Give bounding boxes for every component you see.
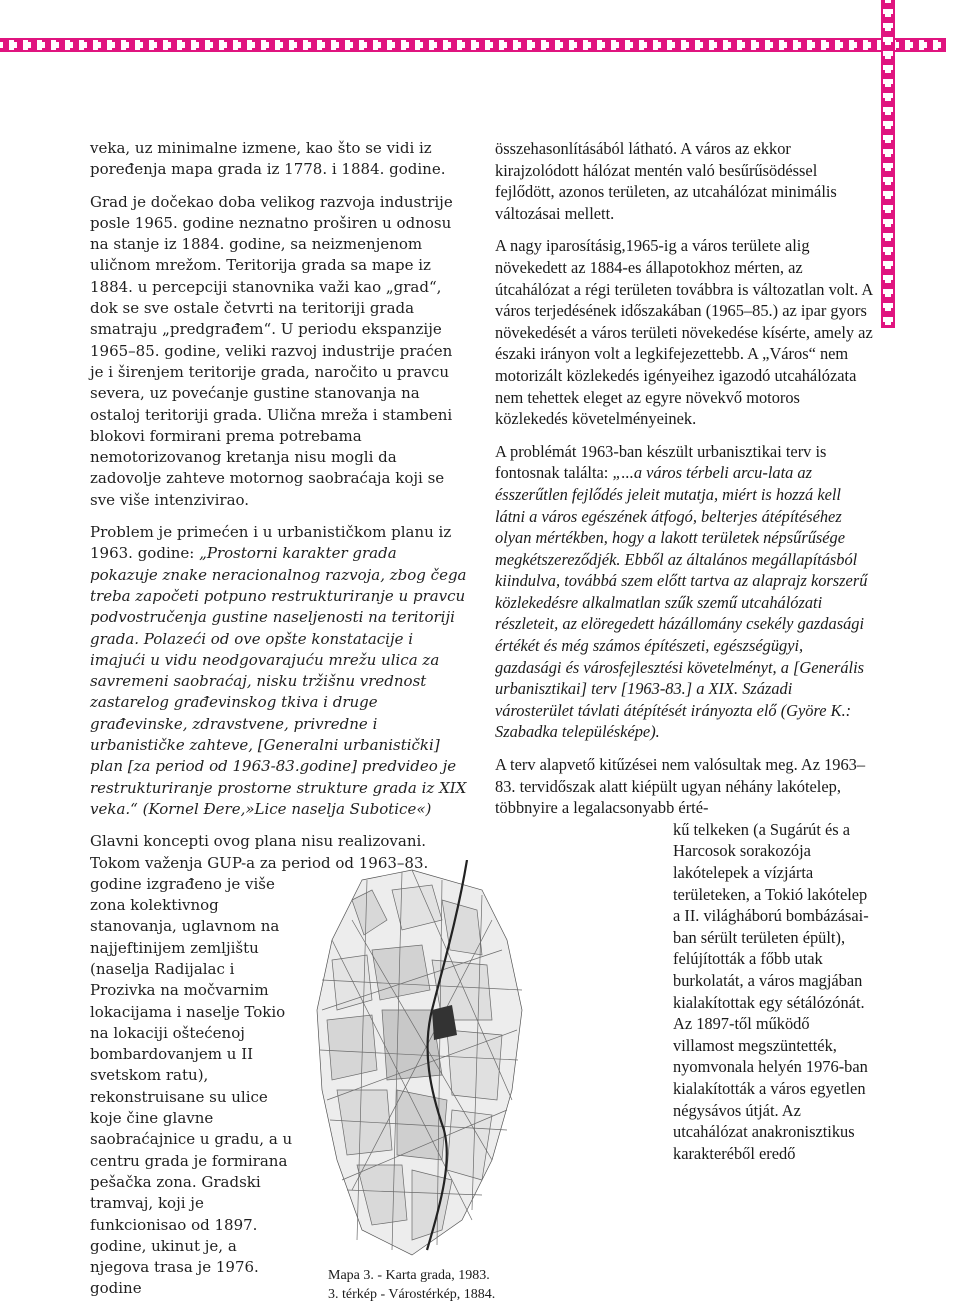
left-paragraph-4-fullwidth: Glavni koncepti ovog plana nisu realizovani. Tokom važenja GUP-a za period od 1963–83. <box>90 832 429 872</box>
left-paragraph-3 <box>90 522 468 820</box>
right-paragraph-4-wrapped: kű telkeken (a Sugárút és a Harcosok sorakozója lakótelepek a vízjárta területeken, a Tokió lakótelep a II. világháború bombázásai-ban sérült területen épült), felújították a főbb utak burkolatát, a város magjában kialakítottak egy sétálózónát. Az 1897-től működő villamost megszüntették, nyomvonala helyén 1976-ban kialakították a város egyetlen négysávos útját. Az utcahálózat anakronisztikus karakteréből eredő <box>673 819 869 1163</box>
right-paragraph-1: összehasonlításából látható. A város az ekkor kirajzolódott hálózat mentén való besűrűsödéssel fejlődött, azonos területen, az utcahálózat minimális változásai mellett. <box>495 139 837 223</box>
right-paragraph-3-text: A problémát 1963-ban készült urbanisztikai terv is fontosnak találta: <box>495 441 827 483</box>
decorative-chain-border-vertical <box>881 0 895 328</box>
map-caption-hungarian: 3. térkép - Várostérkép, 1884. <box>328 1287 496 1302</box>
map-caption-serbian: Mapa 3. - Karta grada, 1983. <box>328 1268 490 1283</box>
right-paragraph-4-fullwidth: A terv alapvető kitűzései nem valósultak meg. Az 1963–83. tervidőszak alatt kiépült ugyan néhány lakótelep, többnyire a legalacsonyabb érté- <box>495 755 866 818</box>
left-paragraph-3-text: Problem je primećen i u urbanističkom planu iz 1963. godine: <box>90 523 452 563</box>
right-paragraph-3-quote: „...a város térbeli arcu-lata az ésszerűtlen fejlődés jeleit mutatja, miért is hozzá kell látni a város egészének átfogó, belterjes átépítéséhez olyan mértékben, hogy a lakott területek népsűrűsége megkétszereződjék. Ebből az általános megállapításból kiindulva, továbbá szem előtt tartva az alaprajz korszerű közlekedésre alkalmatlan szűk szemű utcahálózati részleteit, az elöregedett házállomány csekély gazdasági értékét és még számos építészeti, egészségügyi, gazdasági és városfejlesztési követelményt, a [Generális urbanisztikai] terv [1963-83.] a XIX. Századi városterület távlati átépítését irányozta elő (Györe K.: Szabadka településképe). <box>495 463 868 742</box>
city-street-map-figure <box>292 860 532 1260</box>
left-paragraph-4-wrapped: godine izgrađeno je više zona kolektivnog stanovanja, uglavnom na najjeftinijem zemljištu (naselja Radijalac i Prozivka na močvarnim lokacijama i naselje Tokio na lokaciji oštećenoj bombardovanjem u II svetskom ratu), rekonstruisane su ulice koje čine glavne saobraćajnice u gradu, a u centru grada je formirana pešačka zona. Gradski tramvaj, koji je funkcionisao od 1897. godine, ukinut je, a njegova trasa je 1976. godine <box>90 874 293 1298</box>
right-column-hungarian <box>495 138 873 1175</box>
map-caption <box>328 1266 558 1304</box>
right-paragraph-3 <box>495 441 873 743</box>
right-paragraph-4 <box>495 754 873 1164</box>
left-paragraph-3-quote: „Prostorni karakter grada pokazuje znake neracionalnog razvoja, zbog čega treba započeti potpuno restrukturiranje u pravcu podvostručenja gustine naseljenosti na teritoriji grada. Polazeći od ove opšte konstatacije i imajući u vidu neodgovarajuću mrežu ulica za savremeni saobraćaj, nisku tržišnu vrednost zastarelog građevinskog tkiva i druge građevinske, zdravstvene, privredne i urbanističke zahteve, [Generalni urbanistički] plan [za period od 1963-83.godine] predvideo je restrukturiranje prostorne strukture grada iz XIX veka.“ (Kornel Đere,»Lice naselja Subotice«) <box>90 544 467 818</box>
left-paragraph-2: Grad je dočekao doba velikog razvoja industrije posle 1965. godine neznatno proširen u odnosu na stanje iz 1884. godine, sa neizmenjenom uličnom mrežom. Teritorija grada sa mape iz 1884. u percepciji stanovnika važi kao „grad“, dok se sve ostale četvrti na teritoriji grada smatraju „predgrađem“. U periodu ekspanzije 1965–85. godine, veliki razvoj industrije praćen je i širenjem teritorije grada, naročito u pravcu severa, uz povećanje gustine stanovanja na ostaloj teritoriji grada. Ulična mreža i stambeni blokovi formirani prema potrebama nemotorizovanog kretanja nisu mogli da zadovolje zahteve motornog saobraćaja koji se sve više intenzivirao. <box>90 192 453 509</box>
left-paragraph-1: veka, uz minimalne izmene, kao što se vidi iz poređenja mapa grada iz 1778. i 1884. godine. <box>90 139 446 179</box>
decorative-chain-border-horizontal <box>0 38 946 52</box>
right-paragraph-2: A nagy iparosításig,1965-ig a város területe alig növekedett az 1884-es állapotokhoz mérten, az útcahálózat a régi területen továbbra is változatlan volt. A város terjedésének időszakában (1965–85.) az ipar gyors növekedését a város területi növekedése kísérte, amely az északi irányon volt a legkifejezettebb. A „Város“ nem motorizált közlekedés igényeihez igazodó utcahálózata nem tehettek eleget az egyre növekvő motoros közlekedés követelményeinek. <box>495 236 873 429</box>
